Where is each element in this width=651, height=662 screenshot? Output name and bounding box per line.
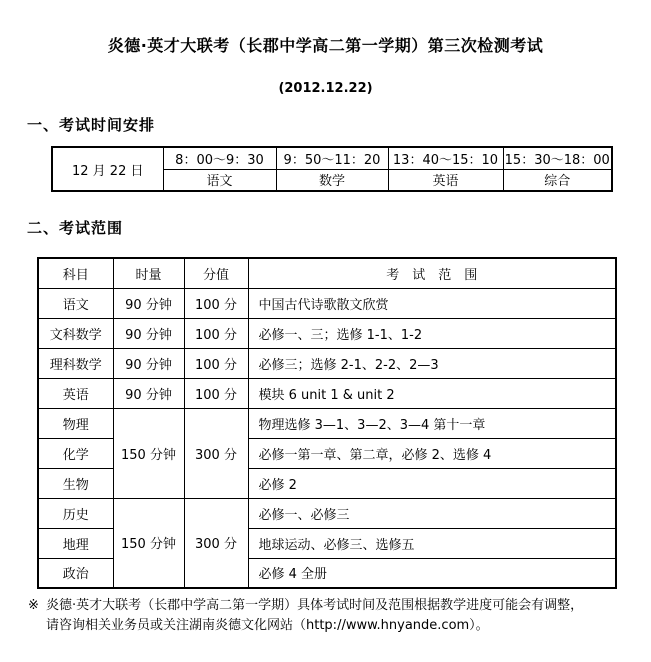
range-cell: 必修 2 [248, 468, 616, 498]
subject-cell: 文科数学 [38, 318, 113, 348]
document-title: 炎德·英才大联考（长郡中学高二第一学期）第三次检测考试 [107, 36, 544, 55]
table-row-liberal-math [38, 318, 616, 348]
exam-time-table [51, 146, 613, 192]
score-cell: 100 分 [184, 348, 248, 378]
col-header-range: 考 试 范 围 [248, 258, 616, 288]
schedule-subject-1: 语文 [163, 169, 276, 191]
schedule-subject-2: 数学 [276, 169, 388, 191]
table-row-chinese [38, 288, 616, 318]
duration-cell: 90 分钟 [113, 378, 184, 408]
subject-cell: 语文 [38, 288, 113, 318]
duration-cell-arts-combined: 150 分钟 [113, 498, 184, 588]
schedule-time-slot-4: 15：30～18：00 [503, 147, 612, 169]
schedule-time-row [52, 147, 612, 169]
schedule-subject-3: 英语 [388, 169, 503, 191]
score-cell-science-combined: 300 分 [184, 408, 248, 498]
table-row-english [38, 378, 616, 408]
score-cell: 100 分 [184, 288, 248, 318]
footnote-line-1: 炎德·英才大联考（长郡中学高二第一学期）具体考试时间及范围根据教学进度可能会有调整， [46, 598, 584, 613]
footnote-text [46, 596, 643, 636]
col-header-duration: 时量 [113, 258, 184, 288]
exam-date: (2012.12.22) [278, 81, 373, 96]
schedule-time-slot-3: 13：40～15：10 [388, 147, 503, 169]
subject-cell: 政治 [38, 558, 113, 588]
range-cell: 必修一第一章、第二章，必修 2、选修 4 [248, 438, 616, 468]
score-cell: 100 分 [184, 378, 248, 408]
col-header-score: 分值 [184, 258, 248, 288]
section-heading-exam-scope: 二、考试范围 [27, 219, 124, 237]
duration-cell-science-combined: 150 分钟 [113, 408, 184, 498]
range-cell: 物理选修 3—1、3—2、3—4 第十一章 [248, 408, 616, 438]
table-row-physics [38, 408, 616, 438]
table-row-history [38, 498, 616, 528]
range-cell: 必修一、必修三 [248, 498, 616, 528]
table-row-science-math [38, 348, 616, 378]
schedule-date-cell: 12 月 22 日 [52, 147, 163, 191]
range-cell: 中国古代诗歌散文欣赏 [248, 288, 616, 318]
duration-cell: 90 分钟 [113, 288, 184, 318]
score-cell-arts-combined: 300 分 [184, 498, 248, 588]
subject-cell: 化学 [38, 438, 113, 468]
subject-cell: 理科数学 [38, 348, 113, 378]
score-cell: 100 分 [184, 318, 248, 348]
range-cell: 必修一、三；选修 1-1、1-2 [248, 318, 616, 348]
duration-cell: 90 分钟 [113, 348, 184, 378]
footnote-line-2: 请咨询相关业务员或关注湖南炎德文化网站（http://www.hnyande.com）。 [46, 618, 489, 633]
subject-cell: 英语 [38, 378, 113, 408]
col-header-subject: 科目 [38, 258, 113, 288]
schedule-time-slot-1: 8：00～9：30 [163, 147, 276, 169]
subject-cell: 地理 [38, 528, 113, 558]
scope-header-row [38, 258, 616, 288]
section-heading-time-arrangement: 一、考试时间安排 [27, 116, 156, 134]
duration-cell: 90 分钟 [113, 318, 184, 348]
range-cell: 地球运动、必修三、选修五 [248, 528, 616, 558]
schedule-subject-4: 综合 [503, 169, 612, 191]
subject-cell: 物理 [38, 408, 113, 438]
subject-cell: 历史 [38, 498, 113, 528]
subject-cell: 生物 [38, 468, 113, 498]
range-cell: 模块 6 unit 1 & unit 2 [248, 378, 616, 408]
range-cell: 必修三；选修 2-1、2-2、2—3 [248, 348, 616, 378]
schedule-time-slot-2: 9：50～11：20 [276, 147, 388, 169]
footnote-marker: ※ [28, 598, 39, 613]
footnote [10, 596, 643, 636]
exam-scope-table [37, 257, 617, 589]
range-cell: 必修 4 全册 [248, 558, 616, 588]
